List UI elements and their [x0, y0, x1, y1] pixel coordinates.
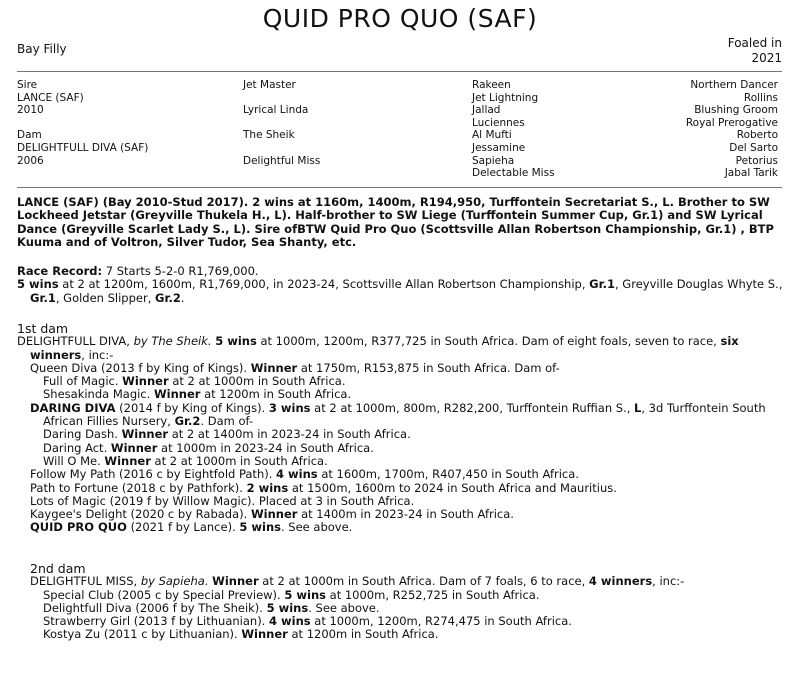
progeny-text: at 1400m in 2023-24 in South Africa. — [301, 507, 514, 522]
first-dam-heading: 1st dam — [17, 321, 69, 336]
pedigree-col-1 — [17, 79, 148, 167]
grade-label: Gr.1 — [589, 277, 615, 292]
wins-count: 3 wins — [268, 400, 311, 415]
dam-text: , inc:- — [81, 347, 114, 362]
grade-label: Gr.2 — [174, 414, 201, 429]
progeny-name: Follow My Path (2016 c by Eightfold Path). — [30, 467, 273, 482]
pedigree-col-2 — [243, 79, 320, 167]
pedigree-cell: Del Sarto — [729, 141, 778, 154]
progeny-name: Queen Diva (2013 f by King of Kings). — [30, 360, 248, 375]
pedigree-col-3 — [472, 79, 555, 180]
grade-label: Gr.2 — [155, 290, 181, 305]
progeny-text: at 1200m in South Africa. — [291, 627, 439, 642]
progeny-entry — [17, 508, 787, 521]
pedigree-cell: Lyrical Linda — [243, 104, 309, 117]
progeny-entry — [17, 589, 787, 602]
progeny-entry — [17, 615, 787, 628]
progeny-text: . See above. — [308, 600, 380, 615]
progeny-entry — [17, 628, 787, 641]
horse-description: Bay Filly — [17, 42, 67, 56]
progeny-entry — [17, 362, 787, 375]
pedigree-cell: Al Mufti — [472, 129, 512, 142]
race-record-summary — [17, 265, 787, 278]
wins-count: 5 wins — [17, 277, 59, 292]
progeny-text: at 1500m, 1600m to 2024 in South Africa and Mauritius. — [291, 480, 617, 495]
wins-count: 4 wins — [276, 467, 318, 482]
progeny-text: at 2 at 1400m in 2023-24 in South Africa. — [171, 427, 411, 442]
pedigree-cell: Rollins — [743, 91, 778, 104]
dam-sire: by Sapieha. — [140, 574, 209, 589]
foaled-info — [728, 36, 782, 66]
progeny-entry — [17, 402, 787, 429]
winner-label: Winner — [250, 507, 298, 522]
pedigree-cell: Jet Lightning — [472, 91, 539, 104]
pedigree-cell: The Sheik — [243, 129, 295, 142]
pedigree-cell: Sire — [17, 79, 38, 91]
progeny-name: QUID PRO QUO — [30, 520, 127, 535]
pedigree-cell — [243, 117, 320, 130]
progeny-text: at 1000m, R252,725 in South Africa. — [329, 587, 540, 602]
wins-text: , Golden Slipper, — [55, 290, 152, 305]
grand-progeny-entry — [17, 428, 787, 441]
progeny-entry — [17, 602, 787, 615]
wins-text: at 2 at 1200m, 1600m, R1,769,000, in 2023-24, Scottsville Allan Robertson Championship, — [62, 277, 586, 292]
progeny-text: . Dam of- — [200, 414, 254, 429]
wins-text: . — [180, 290, 185, 305]
dam-name: DELIGHTFULL DIVA, — [17, 334, 130, 349]
progeny-entry: Lots of Magic (2019 f by Willow Magic). Placed at 3 in South Africa. — [30, 493, 415, 508]
progeny-name: Special Club (2005 c by Special Preview). — [43, 587, 281, 602]
pedigree-cell: Jabal Tarik — [724, 167, 778, 180]
progeny-text: at 2 at 1000m in South Africa. — [154, 453, 328, 468]
pedigree-cell: Jallad — [472, 104, 501, 117]
dam-entry — [17, 575, 787, 588]
winners-count: 4 winners — [588, 574, 653, 589]
winner-label: Winner — [122, 374, 169, 389]
progeny-entry — [17, 468, 787, 481]
progeny-name: Shesakinda Magic. — [43, 387, 151, 402]
winners-count: six winners — [30, 334, 739, 362]
page-title: QUID PRO QUO (SAF) — [262, 4, 538, 33]
pedigree-cell: 2006 — [17, 154, 44, 167]
dam-text: , inc:- — [652, 574, 685, 589]
pedigree-cell: Petorius — [735, 154, 778, 167]
grand-progeny-entry — [17, 375, 787, 388]
pedigree-cell: Northern Dancer — [690, 79, 778, 91]
pedigree-cell: Rakeen — [472, 79, 511, 91]
wins-count: 5 wins — [266, 600, 309, 615]
progeny-text: at 1750m, R153,875 in South Africa. Dam of- — [300, 360, 560, 375]
pedigree-divider — [17, 187, 782, 188]
progeny-name: Kaygee's Delight (2020 c by Rabada). — [30, 507, 248, 522]
pedigree-cell: Delightful Miss — [243, 154, 321, 167]
pedigree-cell: 2010 — [17, 104, 44, 117]
pedigree-cell: Dam — [17, 129, 42, 142]
dam-sire: by The Sheik. — [133, 334, 212, 349]
progeny-name: Kostya Zu (2011 c by Lithuanian). — [43, 627, 238, 642]
pedigree-cell — [243, 142, 320, 155]
progeny-text: . See above. — [281, 520, 353, 535]
progeny-name: Full of Magic. — [43, 374, 119, 389]
pedigree-cell: Luciennes — [472, 116, 525, 129]
progeny-text: , 3d Turffontein South African Fillies Nursery, — [43, 400, 766, 429]
progeny-text: at 1200m in South Africa. — [204, 387, 352, 402]
dam-entry — [17, 335, 787, 362]
grade-label: L — [634, 400, 642, 415]
pedigree-cell: Roberto — [736, 129, 778, 142]
winner-label: Winner — [110, 440, 158, 455]
pedigree-cell: Royal Prerogative — [685, 116, 778, 129]
pedigree-cell: DELIGHTFULL DIVA (SAF) — [17, 141, 149, 154]
grade-label: Gr.1 — [30, 290, 56, 305]
progeny-text: at 1000m, 1200m, R274,475 in South Africa. — [314, 614, 572, 629]
winner-label: Winner — [121, 427, 169, 442]
winner-label: Winner — [241, 627, 288, 642]
progeny-text: at 1600m, 1700m, R407,450 in South Africa. — [321, 467, 579, 482]
sire-summary: LANCE (SAF) (Bay 2010-Stud 2017). 2 wins at 1160m, 1400m, R194,950, Turffontein Secretariat S., L. Brother to SW Lockheed Jetstar (Greyville Thukela H., L). Half-brother to SW Liege (Turffontein Summer Cup, Gr.1) and SW Lyrical Dance (Greyville Scarlet Lady S., L). Sire ofBTW Quid Pro Quo (Scottsville Allan Robertson Championship, Gr.1) , BTP Kuuma and of Voltron, Silver Tudor, Sea Shanty, etc. — [17, 195, 774, 249]
progeny-text: (2021 f by Lance). — [130, 520, 236, 535]
wins-count: 4 wins — [269, 614, 311, 629]
foaled-label: Foaled in — [727, 36, 782, 50]
winner-label: Winner — [250, 360, 298, 375]
pedigree-cell — [243, 92, 320, 105]
progeny-name: Daring Dash. — [43, 427, 118, 442]
progeny-name: DARING DIVA — [30, 400, 116, 415]
first-dam-section — [17, 322, 787, 535]
wins-count: 5 wins — [239, 520, 281, 535]
pedigree-col-4 — [686, 79, 778, 180]
progeny-name: Delightfull Diva (2006 f by The Sheik). — [43, 600, 263, 615]
progeny-text: at 1000m in 2023-24 in South Africa. — [161, 440, 374, 455]
progeny-name: Path to Fortune (2018 c by Pathfork). — [30, 480, 243, 495]
race-record-starts: 7 Starts 5-2-0 R1,769,000. — [105, 264, 259, 278]
grand-progeny-entry — [17, 388, 787, 401]
second-dam-heading: 2nd dam — [30, 561, 86, 576]
progeny-name: Will O Me. — [43, 453, 101, 468]
progeny-name: Daring Act. — [43, 440, 108, 455]
foaled-year: 2021 — [751, 51, 782, 65]
race-record — [17, 265, 787, 305]
wins-text: , Greyville Douglas Whyte S., — [615, 277, 783, 292]
wins-count: 5 wins — [215, 334, 257, 349]
pedigree-cell: Jessamine — [472, 141, 526, 154]
winner-label: Winner — [212, 574, 259, 589]
race-record-label: Race Record: — [17, 264, 103, 278]
dam-text: at 1000m, 1200m, R377,725 in South Africa. Dam of eight foals, seven to race, — [260, 334, 717, 349]
winner-label: Winner — [104, 453, 151, 468]
pedigree-cell: Blushing Groom — [694, 104, 778, 117]
pedigree-cell: Delectable Miss — [472, 167, 555, 180]
pedigree-cell: LANCE (SAF) — [17, 91, 84, 104]
grand-progeny-entry — [17, 442, 787, 455]
grand-progeny-entry — [17, 455, 787, 468]
race-record-wins — [17, 278, 787, 305]
wins-count: 2 wins — [246, 480, 289, 495]
progeny-entry — [17, 482, 787, 495]
pedigree-cell: Sapieha — [472, 154, 515, 167]
second-dam-section — [17, 562, 787, 642]
progeny-entry — [17, 521, 787, 534]
pedigree-cell — [17, 117, 148, 130]
dam-name: DELIGHTFUL MISS, — [30, 574, 138, 589]
progeny-text: at 2 at 1000m, 800m, R282,200, Turffontein Ruffian S., — [314, 400, 631, 415]
progeny-name: Strawberry Girl (2013 f by Lithuanian). — [43, 614, 266, 629]
wins-count: 5 wins — [284, 587, 326, 602]
dam-text: at 2 at 1000m in South Africa. Dam of 7 foals, 6 to race, — [262, 574, 586, 589]
progeny-text: at 2 at 1000m in South Africa. — [172, 374, 346, 389]
winner-label: Winner — [153, 387, 201, 402]
header-divider — [17, 71, 782, 72]
progeny-text: (2014 f by King of Kings). — [119, 400, 266, 415]
pedigree-cell: Jet Master — [243, 79, 296, 91]
